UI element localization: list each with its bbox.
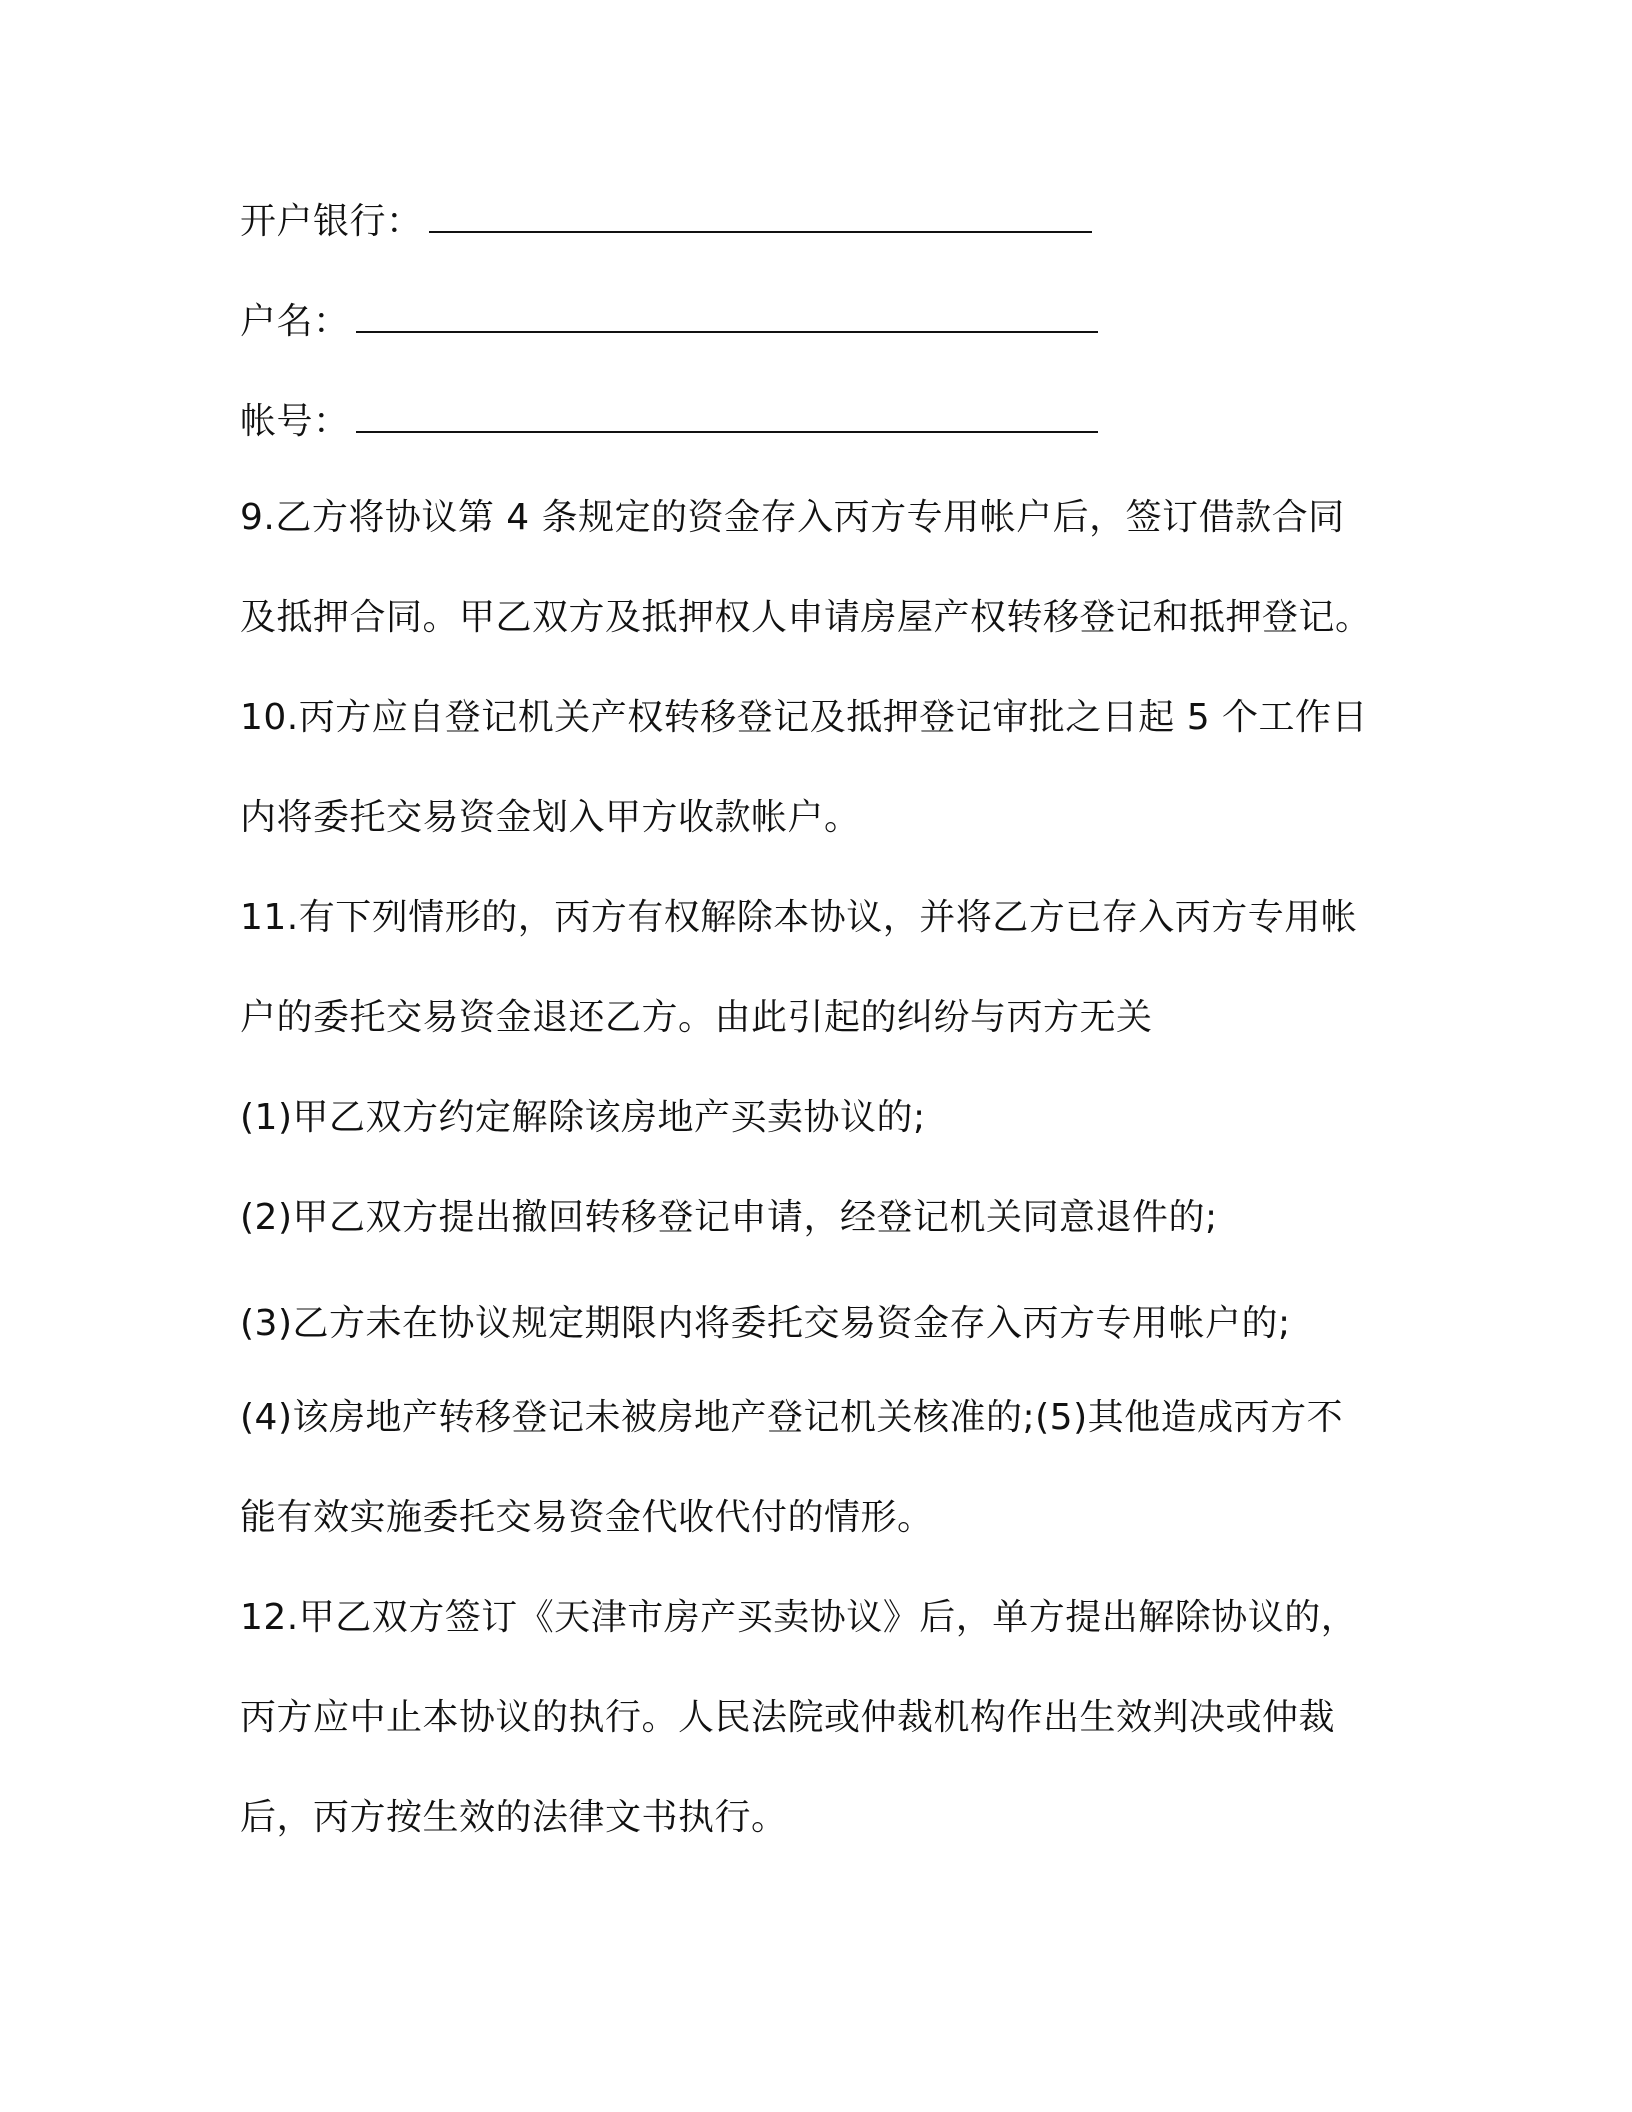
text-line: 9.乙方将协议第 4 条规定的资金存入丙方专用帐户后，签订借款合同 bbox=[240, 497, 1345, 538]
text-line: (1)甲乙双方约定解除该房地产买卖协议的; bbox=[240, 1097, 926, 1138]
field-account-number bbox=[240, 400, 1098, 444]
text-line: 后，丙方按生效的法律文书执行。 bbox=[240, 1797, 788, 1838]
field-bank-blank bbox=[429, 203, 1092, 233]
text-line: 户的委托交易资金退还乙方。由此引起的纠纷与丙方无关 bbox=[240, 997, 1153, 1038]
field-account-name bbox=[240, 300, 1098, 344]
text-line: 12.甲乙双方签订《天津市房产买卖协议》后，单方提出解除协议的， bbox=[240, 1597, 1358, 1638]
field-bank bbox=[240, 200, 1092, 244]
text-line: 内将委托交易资金划入甲方收款帐户。 bbox=[240, 797, 861, 838]
text-line: (4)该房地产转移登记未被房地产登记机关核准的;(5)其他造成丙方不 bbox=[240, 1397, 1344, 1438]
text-line: 丙方应中止本协议的执行。人民法院或仲裁机构作出生效判决或仲裁 bbox=[240, 1697, 1336, 1738]
text-line: 11.有下列情形的，丙方有权解除本协议，并将乙方已存入丙方专用帐 bbox=[240, 897, 1358, 938]
text-line: (2)甲乙双方提出撤回转移登记申请，经登记机关同意退件的; bbox=[240, 1197, 1218, 1238]
text-line: 及抵押合同。甲乙双方及抵押权人申请房屋产权转移登记和抵押登记。 bbox=[240, 597, 1372, 638]
text-line: 能有效实施委托交易资金代收代付的情形。 bbox=[240, 1497, 934, 1538]
field-account-number-label: 帐号： bbox=[240, 401, 350, 442]
text-line: 10.丙方应自登记机关产权转移登记及抵押登记审批之日起 5 个工作日 bbox=[240, 697, 1369, 738]
text-line: (3)乙方未在协议规定期限内将委托交易资金存入丙方专用帐户的; bbox=[240, 1303, 1291, 1344]
field-bank-label: 开户银行： bbox=[240, 201, 423, 242]
field-account-name-label: 户名： bbox=[240, 301, 350, 342]
field-account-number-blank bbox=[356, 403, 1098, 433]
field-account-name-blank bbox=[356, 303, 1098, 333]
